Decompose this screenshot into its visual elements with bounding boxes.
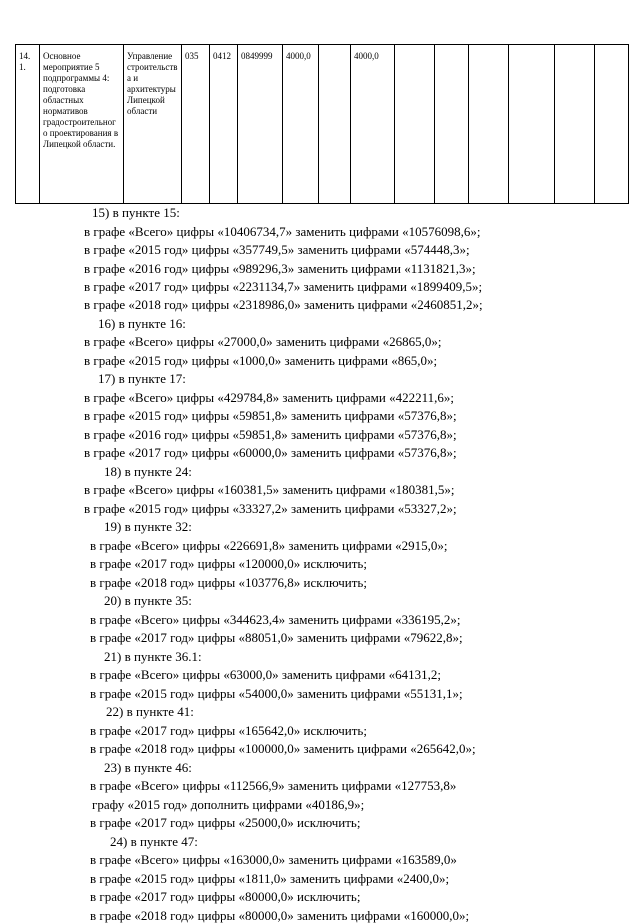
amendment-line: в графе «Всего» цифры «27000,0» заменить цифрами «26865,0»; — [84, 334, 442, 349]
amendment-line: в графе «2016 год» цифры «989296,3» заменить цифрами «1131821,3»; — [84, 261, 476, 276]
amendment-line: в графе «Всего» цифры «226691,8» заменить цифрами «2915,0»; — [90, 538, 448, 553]
amendment-line: в графе «Всего» цифры «112566,9» заменить цифрами «127753,8» — [90, 778, 457, 793]
amendment-line: в графе «Всего» цифры «160381,5» заменить цифрами «180381,5»; — [84, 482, 455, 497]
amendment-line: в графе «2018 год» цифры «100000,0» заменить цифрами «265642,0»; — [90, 741, 476, 756]
amendment-line: в графе «2016 год» цифры «59851,8» заменить цифрами «57376,8»; — [84, 427, 457, 442]
amendment-line: в графе «Всего» цифры «163000,0» заменить цифрами «163589,0» — [90, 852, 457, 867]
table-cell-empty — [435, 45, 469, 204]
amendment-line: в графе «2017 год» цифры «88051,0» заменить цифрами «79622,8»; — [90, 630, 463, 645]
amendment-line: в графе «2015 год» цифры «59851,8» заменить цифрами «57376,8»; — [84, 408, 457, 423]
item-heading: 16) в пункте 16: — [98, 316, 186, 331]
amendment-line: в графе «2015 год» цифры «357749,5» заменить цифрами «574448,3»; — [84, 242, 470, 257]
amendment-line: в графе «2015 год» цифры «1811,0» заменить цифрами «2400,0»; — [90, 871, 450, 886]
table-cell-empty — [555, 45, 595, 204]
table-row — [16, 45, 629, 204]
amendment-line: в графе «2017 год» цифры «165642,0» исключить; — [90, 723, 367, 738]
table-cell-code-target: 0849999 — [238, 45, 283, 204]
item-heading: 23) в пункте 46: — [104, 760, 192, 775]
amendment-line: в графе «2015 год» цифры «33327,2» заменить цифрами «53327,2»; — [84, 501, 457, 516]
budget-table — [15, 44, 629, 204]
item-heading: 15) в пункте 15: — [92, 205, 180, 220]
amendment-line: в графе «2018 год» цифры «103776,8» исключить; — [90, 575, 367, 590]
amendment-line: в графе «2017 год» цифры «2231134,7» заменить цифрами «1899409,5»; — [84, 279, 483, 294]
table-cell-total: 4000,0 — [283, 45, 319, 204]
amendment-line: в графе «Всего» цифры «10406734,7» заменить цифрами «10576098,6»; — [84, 224, 481, 239]
amendment-line: в графе «Всего» цифры «344623,4» заменить цифрами «336195,2»; — [90, 612, 461, 627]
table-cell-empty — [509, 45, 555, 204]
table-cell-empty — [319, 45, 351, 204]
table-cell-empty — [595, 45, 629, 204]
amendment-line: в графе «Всего» цифры «429784,8» заменить цифрами «422211,6»; — [84, 390, 454, 405]
amendment-line: в графе «2017 год» цифры «60000,0» заменить цифрами «57376,8»; — [84, 445, 457, 460]
item-heading: 21) в пункте 36.1: — [104, 649, 202, 664]
item-heading: 24) в пункте 47: — [110, 834, 198, 849]
item-heading: 17) в пункте 17: — [98, 371, 186, 386]
item-heading: 19) в пункте 32: — [104, 519, 192, 534]
amendment-line: в графе «2015 год» цифры «1000,0» заменить цифрами «865,0»; — [84, 353, 438, 368]
amendment-line: графу «2015 год» дополнить цифрами «40186,9»; — [92, 797, 365, 812]
table-cell-year-value: 4000,0 — [351, 45, 395, 204]
item-heading: 18) в пункте 24: — [104, 464, 192, 479]
amendment-line: в графе «Всего» цифры «63000,0» заменить цифрами «64131,2; — [90, 667, 441, 682]
amendment-line: в графе «2015 год» цифры «54000,0» заменить цифрами «55131,1»; — [90, 686, 463, 701]
table-cell-code-section: 0412 — [210, 45, 238, 204]
item-heading: 22) в пункте 41: — [106, 704, 194, 719]
table-cell-executor: Управление строительства и архитектуры Липецкой области — [124, 45, 182, 204]
amendment-line: в графе «2017 год» цифры «25000,0» исключить; — [90, 815, 361, 830]
amendment-line: в графе «2018 год» цифры «2318986,0» заменить цифрами «2460851,2»; — [84, 297, 483, 312]
table-cell-number: 14. 1. — [16, 45, 40, 204]
table-cell-empty — [469, 45, 509, 204]
table-cell-activity: Основное мероприятие 5 подпрограммы 4: подготовка областных нормативов градостроительного проектирования в Липецкой области. — [40, 45, 124, 204]
table-cell-code-grbs: 035 — [182, 45, 210, 204]
amendment-line: в графе «2018 год» цифры «80000,0» заменить цифрами «160000,0»; — [90, 908, 470, 923]
amendment-line: в графе «2017 год» цифры «120000,0» исключить; — [90, 556, 367, 571]
table-cell-empty — [395, 45, 435, 204]
amendment-line: в графе «2017 год» цифры «80000,0» исключить; — [90, 889, 361, 904]
item-heading: 20) в пункте 35: — [104, 593, 192, 608]
